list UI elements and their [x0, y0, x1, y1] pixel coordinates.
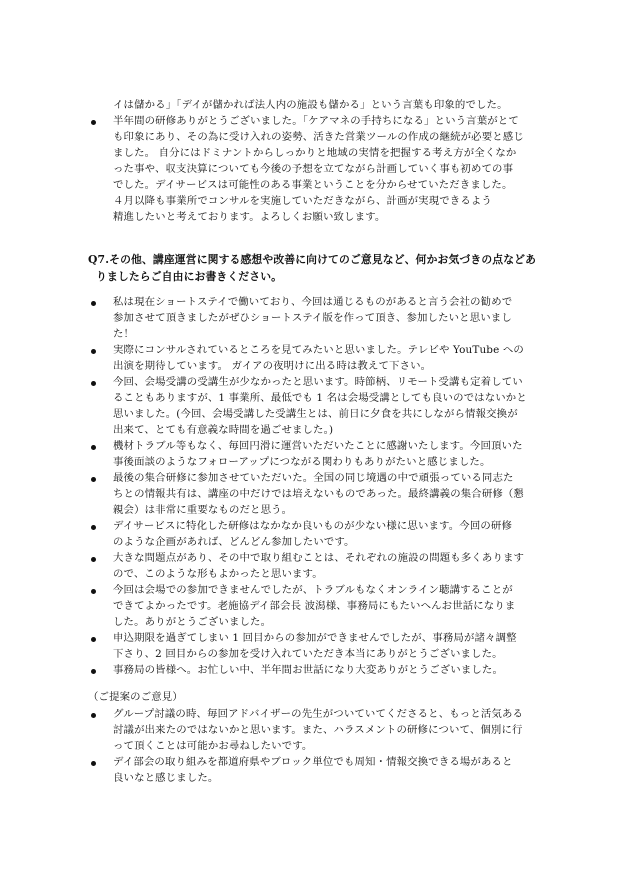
answer-line: 思いました。(今回、会場受講した受講生とは、前日に夕食を共にしながら情報交換が: [113, 408, 518, 420]
bullet-icon: [91, 589, 96, 594]
answer-line: 大きな問題点があり、その中で取り組むことは、それぞれの施設の問題も多くあります: [113, 552, 525, 564]
answer-line: 事務局の皆様へ。お忙しい中、半年間お世話になり大変ありがとうございました。: [113, 664, 503, 676]
answer-line: 参加させて頂きましたがぜひショートステイ版を作って頂き、参加したいと思いまし: [113, 312, 512, 324]
answer-line: 今回、会場受講の受講生が少なかったと思います。時節柄、リモート受講も定着してい: [113, 376, 523, 388]
bullet-icon: [91, 557, 96, 562]
proposal-line: って頂くことは可能かお尋ねしたいです。: [113, 740, 313, 752]
answer-line: デイサービスに特化した研修はなかなか良いものが少ない様に思います。今回の研修: [113, 520, 512, 532]
bullet-icon: [91, 669, 96, 674]
top-bullet-line: も印象にあり、その為に受け入れの姿勢、活きた営業ツールの作成の継続が必要と感じ: [113, 131, 524, 143]
top-bullet-line: 半年間の研修ありがとうございました。「ケアマネの手持ちになる」という言葉がとて: [113, 115, 519, 127]
bullet-icon: [91, 525, 96, 530]
answer-line: 申込期限を過ぎてしまい 1 回目からの参加ができませんでしたが、事務局が諸々調整: [113, 632, 517, 644]
answer-line: 事後面談のようなフォローアップにつながる関わりもありがたいと感じました。: [113, 456, 491, 468]
answer-line: ので、このような形もよかったと思います。: [113, 568, 323, 580]
bullet-icon: [91, 301, 96, 306]
top-bullet-line: ４月以降も事業所でコンサルを実施していただきながら、計画が実現できるよう: [113, 195, 492, 207]
bullet-icon: [91, 477, 96, 482]
answer-line: ることもありますが、1 事業所、最低でも 1 名は会場受講としても良いのではないかと: [113, 392, 527, 404]
proposal-line: 良いなと感じました。: [113, 772, 219, 784]
answer-line: できてよかったです。老施協デイ部会長 波潟様、事務局にもたいへんお世話になりま: [113, 600, 516, 612]
bullet-icon: [91, 761, 96, 766]
top-bullet-line: 精進したいと考えております。よろしくお願い致します。: [113, 211, 386, 223]
top-bullet-line: でした。デイサービスは可能性のある事業ということを分からせていただきました。: [113, 179, 513, 191]
bullet-icon: [91, 120, 96, 125]
answer-line: 私は現在ショートステイで働いており、今回は通じるものがあると言う会社の勧めで: [113, 296, 513, 308]
proposal-line: デイ部会の取り組みを都道府県やブロック単位でも周知・情報交換できる場があると: [113, 756, 513, 768]
bullet-icon: [91, 381, 96, 386]
answer-line: 出演を期待しています。 ガイアの夜明けに出る時は教えて下さい。: [113, 360, 432, 372]
proposal-heading: （ご提案のご意見）: [88, 691, 183, 703]
answer-line: 機材トラブル等もなく、毎回円滑に運営いただいたことに感謝いたします。今回頂いた: [113, 440, 523, 452]
bullet-icon: [91, 637, 96, 642]
top-bullet-line: った事や、収支決算についても今後の予想を立てながら計画していく事も初めての事: [113, 163, 514, 175]
answer-line: した。ありがとうございました。: [113, 616, 272, 628]
answer-line: 今回は会場での参加できませんでしたが、トラブルもなくオンライン聴講することが: [113, 584, 513, 596]
question-line: Q7.その他、講座運営に関する感想や改善に向けてのご意見など、何かお気づきの点などあ: [88, 253, 537, 266]
answer-line: 親会）は非常に重要なものだと思う。: [113, 504, 293, 516]
bullet-icon: [91, 445, 96, 450]
answer-line: ちとの情報共有は、講座の中だけでは培えないものであった。最終講義の集合研修（懇: [113, 488, 524, 500]
answer-line: のような企画があれば、どんどん参加したいです。: [113, 536, 355, 548]
top-bullet-line: ました。 自分にはドミナントからしっかりと地域の実情を把握する考え方が全くなか: [113, 147, 517, 159]
continuation-line: イは儲かる」「デイが儲かれば法人内の施設も儲かる」という言葉も印象的でした。: [113, 99, 508, 111]
answer-line: 実際にコンサルされているところを見てみたいと思いました。テレビや YouTube への: [113, 344, 524, 356]
bullet-icon: [91, 713, 96, 718]
proposal-line: 討議が出来たのではないかと思います。また、ハラスメントの研修について、個別に行: [113, 724, 523, 736]
answer-line: 最後の集合研修に参加させていただいた。全国の同じ境遇の中で頑張っている同志た: [113, 472, 514, 484]
bullet-icon: [91, 349, 96, 354]
answer-line: 出来て、とても有意義な時間を過ごせました。): [113, 424, 334, 436]
answer-line: た！: [113, 328, 135, 340]
answer-line: 下さり、2 回目からの参加を受け入れていただき本当にありがとうございました。: [113, 648, 503, 660]
proposal-line: グループ討議の時、毎回アドバイザーの先生がついていてくださると、もっと活気ある: [113, 708, 524, 720]
question-line: りましたらご自由にお書きください。: [96, 270, 283, 283]
